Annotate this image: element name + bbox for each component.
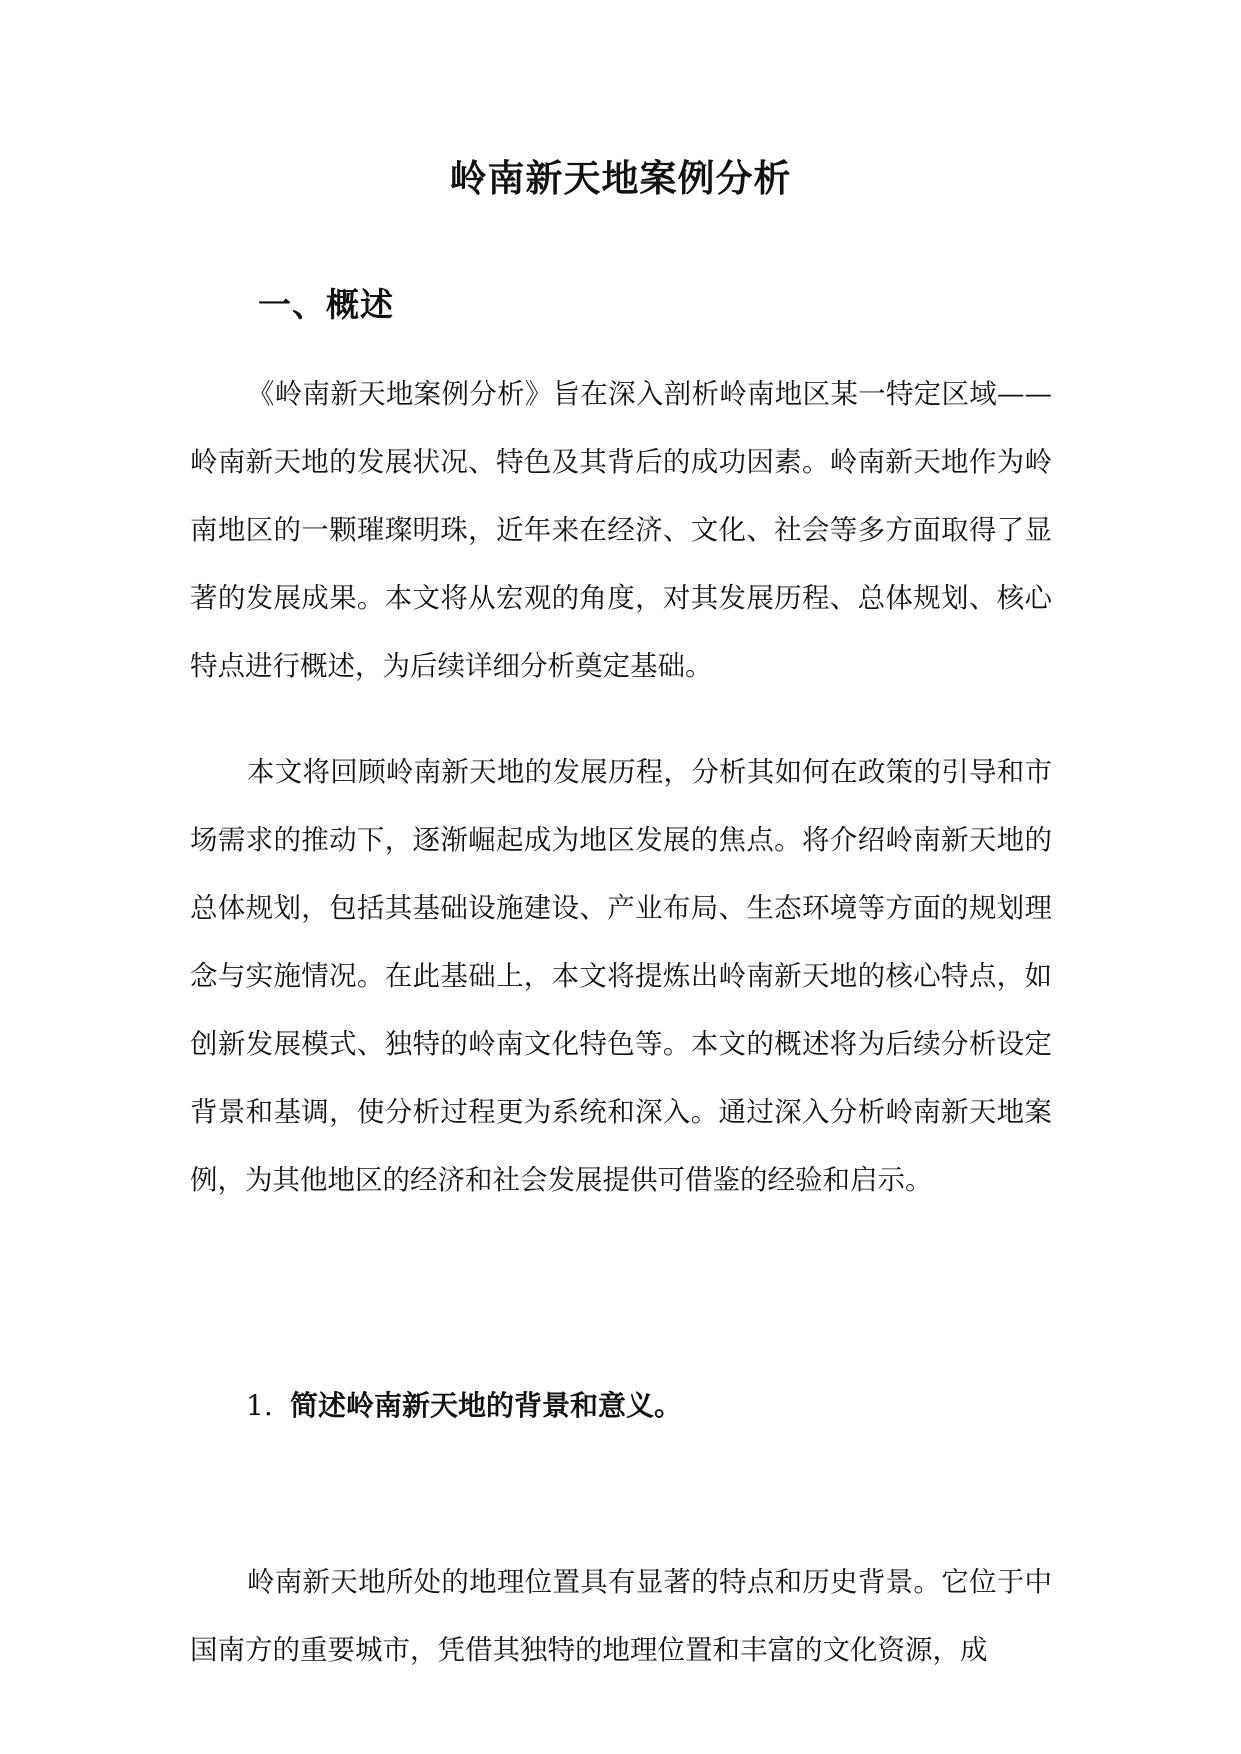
overview-paragraph-1: 《岭南新天地案例分析》旨在深入剖析岭南地区某一特定区域——岭南新天地的发展状况、特色及其背后的成功因素。岭南新天地作为岭南地区的一颗璀璨明珠，近年来在经济、文化、社会等多方面取得了显著的发展成果。本文将从宏观的角度，对其发展历程、总体规划、核心特点进行概述，为后续详细分析奠定基础。 <box>190 378 1052 682</box>
subsection-heading-background <box>246 1376 682 1436</box>
subsection-number: 1. <box>246 1389 273 1422</box>
document-title: 岭南新天地案例分析 <box>449 156 792 200</box>
section-heading-overview: 一、概述 <box>258 285 394 324</box>
overview-paragraph-2: 本文将回顾岭南新天地的发展历程，分析其如何在政策的引导和市场需求的推动下，逐渐崛起成为地区发展的焦点。将介绍岭南新天地的总体规划，包括其基础设施建设、产业布局、生态环境等方面的规划理念与实施情况。在此基础上，本文将提炼出岭南新天地的核心特点，如创新发展模式、独特的岭南文化特色等。本文的概述将为后续分析设定背景和基调，使分析过程更为系统和深入。通过深入分析岭南新天地案例，为其他地区的经济和社会发展提供可借鉴的经验和启示。 <box>190 756 1052 1196</box>
subsection-heading-text: 简述岭南新天地的背景和意义。 <box>290 1389 683 1422</box>
background-paragraph-1: 岭南新天地所处的地理位置具有显著的特点和历史背景。它位于中国南方的重要城市，凭借其独特的地理位置和丰富的文化资源，成 <box>190 1566 1052 1666</box>
